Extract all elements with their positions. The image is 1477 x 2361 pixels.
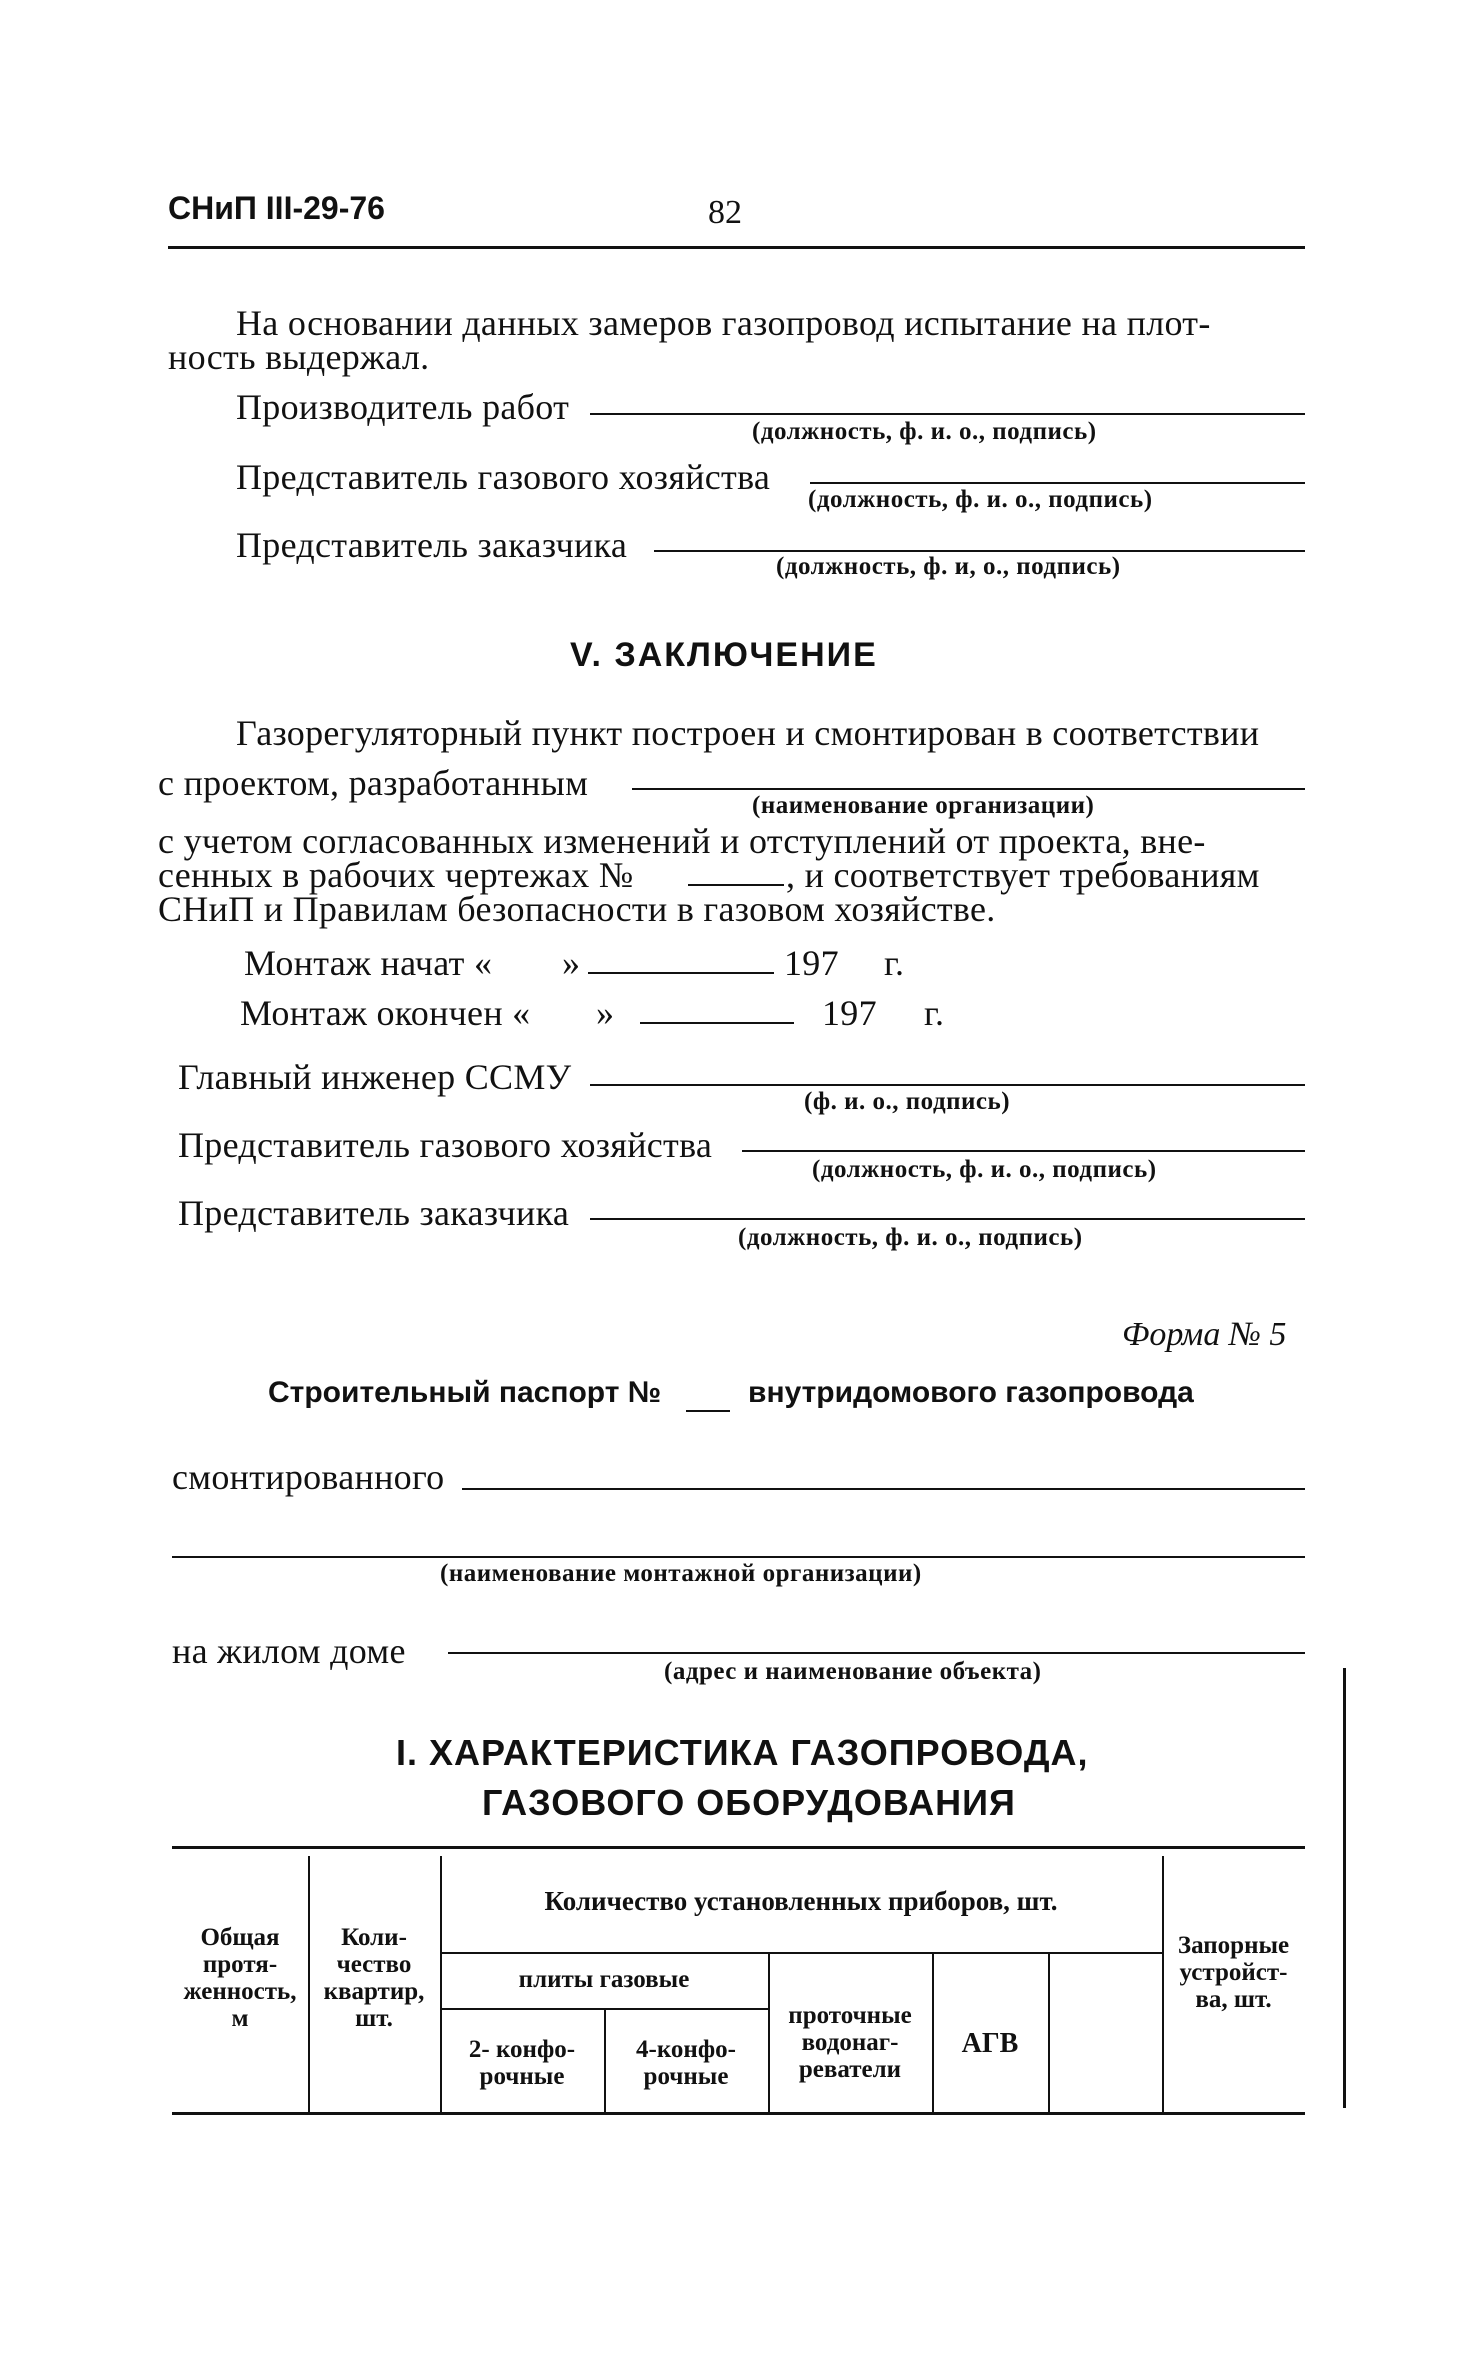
montage-start-quote: » <box>562 943 581 983</box>
montage-start-label: Монтаж начат « <box>244 943 493 983</box>
sig-label-customer-rep: Представитель заказчика <box>236 525 628 565</box>
sig-label-customer-rep-2: Представитель заказчика <box>178 1193 570 1233</box>
section1-heading-line2: ГАЗОВОГО ОБОРУДОВАНИЯ <box>482 1782 1016 1823</box>
conclusion-heading: V. ЗАКЛЮЧЕНИЕ <box>570 636 878 674</box>
page-number: 82 <box>708 194 742 231</box>
test-paragraph-line1: На основании данных замеров газопровод испытание на плот- <box>236 303 1211 343</box>
table-vline-1 <box>308 1856 310 2112</box>
conclusion-line1: Газорегуляторный пункт построен и смонтирован в соответствии <box>236 713 1260 753</box>
th-apartments-2: чество <box>336 1951 412 1978</box>
th-2burner-1: 2- конфо- <box>468 2036 576 2063</box>
mounted-label: смонтированного <box>172 1457 445 1497</box>
th-length-3: женность, <box>183 1978 297 2005</box>
sig-caption-customer-rep-2: (должность, ф. и. о., подпись) <box>738 1224 1083 1251</box>
montage-end-blank <box>640 1022 794 1024</box>
th-agv: АГВ <box>961 2028 1019 2059</box>
montage-start-blank <box>588 972 774 974</box>
section1-heading-line1: I. ХАРАКТЕРИСТИКА ГАЗОПРОВОДА, <box>396 1732 1089 1773</box>
table-vline-2 <box>440 1856 442 2112</box>
th-length-2: протя- <box>202 1951 278 1978</box>
montage-end-g: г. <box>924 993 945 1033</box>
sig-line-customer-rep <box>654 550 1305 552</box>
sig-line-chief-engineer <box>590 1084 1305 1086</box>
montage-end-year: 197 <box>822 993 877 1033</box>
th-valves-3: ва, шт. <box>1195 1986 1272 2013</box>
drawing-number-blank <box>688 884 784 886</box>
sig-label-gas-rep: Представитель газового хозяйства <box>236 457 771 497</box>
conclusion-line4b: , и соответствует требованиям <box>786 855 1260 895</box>
th-valves-1: Запорные <box>1177 1932 1290 1959</box>
sig-label-chief-engineer: Главный инженер ССМУ <box>178 1057 572 1097</box>
table-vline-3 <box>1162 1856 1164 2112</box>
org-full-caption: (наименование монтажной организации) <box>440 1560 922 1587</box>
org-name-caption: (наименование организации) <box>752 792 1095 819</box>
th-4burner-2: рочные <box>643 2063 729 2090</box>
test-paragraph-line2: ность выдержал. <box>168 337 430 377</box>
conclusion-line5: СНиП и Правилам безопасности в газовом хозяйстве. <box>158 889 996 929</box>
th-apartments-1: Коли- <box>341 1924 407 1951</box>
th-heaters-2: водонаг- <box>801 2029 899 2056</box>
table-vline-5 <box>932 1952 934 2112</box>
sig-caption-gas-rep: (должность, ф. и. о., подпись) <box>808 486 1153 513</box>
th-length-1: Общая <box>200 1924 280 1951</box>
table-vline-6 <box>1048 1952 1050 2112</box>
th-apartments-3: квартир, <box>323 1978 425 2005</box>
org-name-line <box>632 788 1305 790</box>
th-length-4: м <box>231 2005 249 2032</box>
sig-caption-chief-engineer: (ф. и. о., подпись) <box>804 1088 1011 1115</box>
montage-end-label: Монтаж окончен « <box>240 993 531 1033</box>
sig-label-works-producer: Производитель работ <box>236 387 570 427</box>
form-label: Форма № 5 <box>1122 1316 1287 1353</box>
sig-line-customer-rep-2 <box>590 1218 1305 1220</box>
sig-caption-gas-rep-2: (должность, ф. и. о., подпись) <box>812 1156 1157 1183</box>
th-2burner-2: рочные <box>479 2063 565 2090</box>
conclusion-line3: с учетом согласованных изменений и отступлений от проекта, вне- <box>158 821 1206 861</box>
montage-start-year: 197 <box>784 943 839 983</box>
conclusion-line4a: сенных в рабочих чертежах № <box>158 855 634 895</box>
th-4burner-1: 4-конфо- <box>636 2036 736 2063</box>
th-heaters-3: реватели <box>798 2056 902 2083</box>
sig-line-works-producer <box>590 413 1305 415</box>
passport-title-a: Строительный паспорт № <box>268 1376 662 1409</box>
binding-edge-mark <box>1343 1668 1346 2108</box>
montage-start-g: г. <box>884 943 905 983</box>
sig-caption-works-producer: (должность, ф. и. о., подпись) <box>752 418 1097 445</box>
passport-number-blank <box>686 1410 730 1412</box>
sig-caption-customer-rep: (должность, ф. и, о., подпись) <box>776 553 1121 580</box>
th-apartments-4: шт. <box>355 2005 393 2032</box>
house-caption: (адрес и наименование объекта) <box>664 1658 1042 1685</box>
th-stoves-group: плиты газовые <box>518 1966 690 1993</box>
doc-code: СНиП III-29-76 <box>168 190 385 226</box>
sig-line-gas-rep-2 <box>742 1150 1305 1152</box>
house-label: на жилом доме <box>172 1631 406 1671</box>
house-line <box>448 1652 1305 1654</box>
table-vline-7 <box>604 2008 606 2112</box>
montage-end-quote: » <box>596 993 615 1033</box>
th-heaters-1: проточные <box>788 2002 912 2029</box>
table-vline-4 <box>768 1952 770 2112</box>
table-top-rule <box>172 1846 1305 1849</box>
table-stoves-rule <box>440 2008 768 2010</box>
sig-line-gas-rep <box>810 482 1305 484</box>
table-group-rule <box>440 1952 1162 1954</box>
conclusion-line2: с проектом, разработанным <box>158 763 589 803</box>
th-devices-group: Количество установленных приборов, шт. <box>544 1886 1058 1916</box>
org-full-line <box>172 1556 1305 1558</box>
sig-label-gas-rep-2: Представитель газового хозяйства <box>178 1125 713 1165</box>
th-valves-2: устройст- <box>1179 1959 1288 1986</box>
header-rule <box>168 246 1305 249</box>
mounted-line <box>462 1488 1305 1490</box>
passport-title-b: внутридомового газопровода <box>748 1376 1194 1409</box>
table-bottom-rule <box>172 2112 1305 2115</box>
